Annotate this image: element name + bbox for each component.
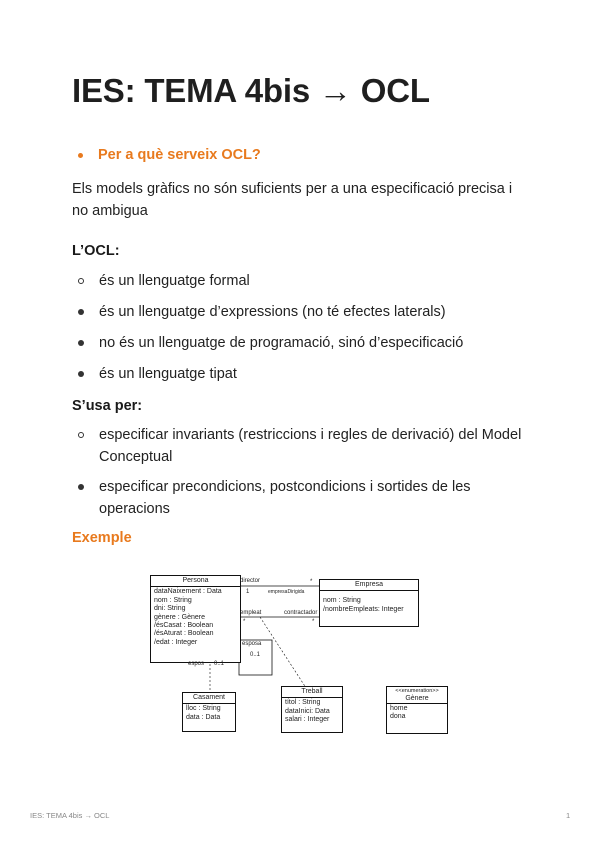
attribute: salari : Integer <box>285 716 330 724</box>
attribute: títol : String <box>285 699 321 707</box>
attribute: data : Data <box>186 713 221 721</box>
director-multiplicity: 1 <box>246 589 250 595</box>
contractador-multiplicity: * <box>312 619 315 625</box>
contractador-role-label: contractador <box>284 610 318 616</box>
genere-enum-name: Gènere <box>405 695 429 702</box>
genere-enum-header <box>387 687 447 704</box>
attribute: dataInici: Data <box>285 707 330 715</box>
esposa-multiplicity: 0..1 <box>250 652 261 658</box>
casament-attributes <box>183 704 235 723</box>
usa-item-text: especificar invariants (restriccions i regles de derivació) del Model Conceptual <box>99 427 522 465</box>
attribute: dataNaixement : Data <box>154 588 222 596</box>
bullet-icon <box>78 340 84 346</box>
intro-paragraph: Els models gràfics no són suficients per a una especificació precisa i no ambigua <box>72 181 513 219</box>
usa-heading: S’usa per: <box>72 398 143 414</box>
bullet-icon <box>78 484 84 490</box>
enum-literal: dona <box>390 713 406 721</box>
persona-attributes <box>151 587 240 648</box>
page-title: IES: TEMA 4bis → OCL <box>72 72 430 109</box>
empleat-role-label: empleat <box>240 610 262 616</box>
empresa-attributes <box>320 591 418 615</box>
treball-attributes <box>282 698 342 725</box>
espos-role-label: espos <box>188 661 205 667</box>
genere-literals <box>387 704 447 723</box>
ocl-item-text: és un llenguatge d’expressions (no té efectes laterals) <box>99 304 446 320</box>
treball-class-box <box>281 686 343 733</box>
treball-class-name: Treball <box>282 687 342 698</box>
attribute: /ésCasat : Boolean <box>154 622 214 630</box>
attribute: /nombreEmpleats: Integer <box>323 605 404 613</box>
ocl-item-text: és un llenguatge formal <box>99 273 250 289</box>
enum-stereotype: <<enumeration>> <box>395 688 439 694</box>
ocl-heading: L’OCL: <box>72 243 120 259</box>
ocl-item-text: no és un llenguatge de programació, sinó d’especificació <box>99 335 464 351</box>
attribute: /edat : Integer <box>154 638 198 646</box>
attribute: gènere : Gènere <box>154 613 205 621</box>
example-heading: Exemple <box>72 530 132 546</box>
casament-class-name: Casament <box>183 693 235 704</box>
director-role-label: director <box>240 578 261 584</box>
esposa-role-label: esposa <box>242 641 262 647</box>
empresa-dirigida-role-label: empresaDirigida <box>268 589 305 595</box>
bullet-icon <box>78 371 84 377</box>
empresa-class-box <box>319 579 419 627</box>
question-text: Per a què serveix OCL? <box>98 147 261 163</box>
enum-literal: home <box>390 705 408 712</box>
attribute: nom : String <box>154 596 192 604</box>
empresa-director-multiplicity: * <box>310 579 313 585</box>
bullet-icon <box>78 309 84 315</box>
attribute: /ésAturat : Boolean <box>154 630 214 638</box>
uml-class-diagram <box>150 570 480 735</box>
empresa-class-name: Empresa <box>320 580 418 591</box>
attribute: lloc : String <box>186 705 221 713</box>
ocl-item-text: és un llenguatge tipat <box>99 366 237 382</box>
casament-class-box <box>182 692 236 732</box>
hollow-bullet-icon <box>78 432 84 438</box>
usa-item-text: especificar precondicions, postcondicions i sortides de les operacions <box>99 479 471 517</box>
bullet-dot-icon <box>78 153 83 158</box>
genere-enum-box <box>386 686 448 734</box>
attribute: nom : String <box>323 597 361 605</box>
espos-multiplicity: 0..1 <box>214 661 225 667</box>
treball-class-link <box>260 617 310 694</box>
attribute: dni: String <box>154 605 186 613</box>
empleat-multiplicity: * <box>243 619 246 625</box>
footer-doc-title: IES: TEMA 4bis → OCL <box>30 811 110 820</box>
persona-class-name: Persona <box>151 576 240 587</box>
hollow-bullet-icon <box>78 278 84 284</box>
footer-page-number: 1 <box>566 811 571 820</box>
persona-class-box <box>150 575 241 663</box>
